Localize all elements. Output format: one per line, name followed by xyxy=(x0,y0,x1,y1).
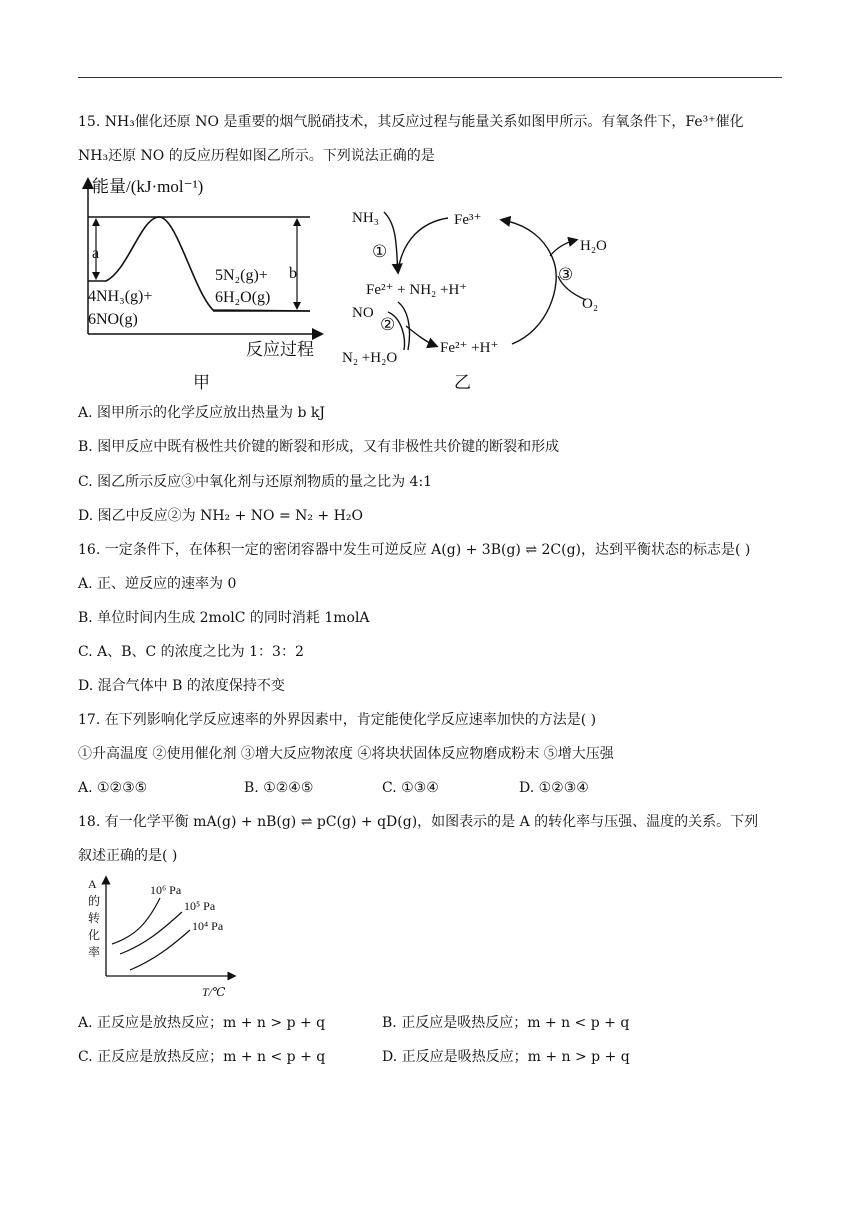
q18-stem-line2: 叙述正确的是( ) xyxy=(78,848,178,864)
curve-1e6 xyxy=(112,898,160,944)
reactants-line2: 6NO(g) xyxy=(88,311,138,328)
conversion-figure xyxy=(84,872,244,1000)
no-label: NO xyxy=(352,305,374,321)
q17-option-d: D. ①②③④ xyxy=(519,780,589,796)
q16-option-b: B. 单位时间内生成 2molC 的同时消耗 1molA xyxy=(78,610,370,626)
q17-option-b: B. ①②④⑤ xyxy=(244,780,314,796)
step2-arc-nh2 xyxy=(398,302,410,350)
energy-diagram xyxy=(78,170,338,395)
fe2h-label: Fe²⁺ +H⁺ xyxy=(440,340,499,356)
q17-stem: 17. 在下列影响化学反应速率的外界因素中，肯定能使化学反应速率加快的方法是( ) xyxy=(78,712,597,728)
y-char-5: 率 xyxy=(88,945,101,959)
conversion-xlabel: T/℃ xyxy=(202,985,226,999)
products-line2: 6H₂O(g) xyxy=(215,289,271,306)
step1-arc-fe3 xyxy=(398,218,448,272)
q15-option-b: B. 图甲反应中既有极性共价键的断裂和形成，又有非极性共价键的断裂和形成 xyxy=(78,439,560,455)
y-char-2: 的 xyxy=(88,894,101,908)
pressure-label-1e4: 10⁴ Pa xyxy=(192,919,224,933)
nh3-label: NH₃ xyxy=(352,210,379,226)
y-char-4: 化 xyxy=(88,928,101,942)
catalytic-cycle-diagram xyxy=(336,190,626,395)
q15-option-a: A. 图甲所示的化学反应放出热量为 b kJ xyxy=(78,405,325,421)
q16-option-a: A. 正、逆反应的速率为 0 xyxy=(78,576,237,592)
energy-ylabel: 能量/(kJ·mol⁻¹) xyxy=(92,177,204,196)
step3-label: ③ xyxy=(558,265,574,284)
label-a: a xyxy=(92,245,100,262)
products-line1: 5N₂(g)+ xyxy=(215,267,268,284)
q16-stem: 16. 一定条件下，在体积一定的密闭容器中发生可逆反应 A(g) + 3B(g) ⇌ 2C(g)，达到平衡状态的标志是( ) xyxy=(78,542,751,558)
q17-factors: ①升高温度 ②使用催化剂 ③增大反应物浓度 ④将块状固体反应物磨成粉末 ⑤增大压强 xyxy=(78,746,614,762)
intermediate-label: Fe²⁺ + NH₂ +H⁺ xyxy=(366,282,468,298)
q15-stem-line1: 15. NH₃催化还原 NO 是重要的烟气脱硝技术，其反应过程与能量关系如图甲所示。有氧条件下，Fe³⁺催化 xyxy=(78,114,744,130)
q16-option-c: C. A、B、C 的浓度之比为 1：3：2 xyxy=(78,644,304,660)
step2-arrow xyxy=(406,326,436,346)
q18-option-c: C. 正反应是放热反应；m + n < p + q xyxy=(78,1049,326,1065)
curve-1e5 xyxy=(120,912,182,954)
q16-option-d: D. 混合气体中 B 的浓度保持不变 xyxy=(78,678,285,694)
header-rule xyxy=(78,77,782,78)
y-char-1: A xyxy=(88,877,97,891)
q18-stem-line1: 18. 有一化学平衡 mA(g) + nB(g) ⇌ pC(g) + qD(g)，如图表示的是 A 的转化率与压强、温度的关系。下列 xyxy=(78,814,759,830)
reactants-line1: 4NH₃(g)+ xyxy=(88,288,153,305)
q17-option-c: C. ①③④ xyxy=(382,780,439,796)
q18-option-a: A. 正反应是放热反应；m + n > p + q xyxy=(78,1015,326,1031)
label-b: b xyxy=(289,265,297,282)
pressure-label-1e5: 10⁵ Pa xyxy=(184,899,216,913)
q18-option-d: D. 正反应是吸热反应；m + n > p + q xyxy=(382,1049,630,1065)
figure-yi-caption: 乙 xyxy=(454,373,471,392)
fe3-label: Fe³⁺ xyxy=(454,212,482,228)
h2o-label: H₂O xyxy=(580,238,607,254)
figure-jia-caption: 甲 xyxy=(193,373,210,392)
q18-option-b: B. 正反应是吸热反应；m + n < p + q xyxy=(382,1015,630,1031)
energy-xlabel: 反应过程 xyxy=(246,340,314,359)
curve-1e4 xyxy=(130,930,190,970)
q17-option-a: A. ①②③⑤ xyxy=(78,780,148,796)
q15-stem-line2: NH₃还原 NO 的反应历程如图乙所示。下列说法正确的是 xyxy=(78,148,435,164)
y-char-3: 转 xyxy=(88,911,101,925)
pressure-label-1e6: 10⁶ Pa xyxy=(150,883,182,897)
q15-option-d: D. 图乙中反应②为 NH₂ + NO = N₂ + H₂O xyxy=(78,508,363,524)
step1-label: ① xyxy=(372,242,388,261)
n2h2o-label: N₂ +H₂O xyxy=(342,350,398,366)
step3-arc xyxy=(502,220,556,344)
step2-label: ② xyxy=(380,315,396,334)
h2o-out-arrow xyxy=(550,240,576,256)
o2-label: O₂ xyxy=(582,296,599,312)
q15-option-c: C. 图乙所示反应③中氧化剂与还原剂物质的量之比为 4:1 xyxy=(78,474,433,490)
